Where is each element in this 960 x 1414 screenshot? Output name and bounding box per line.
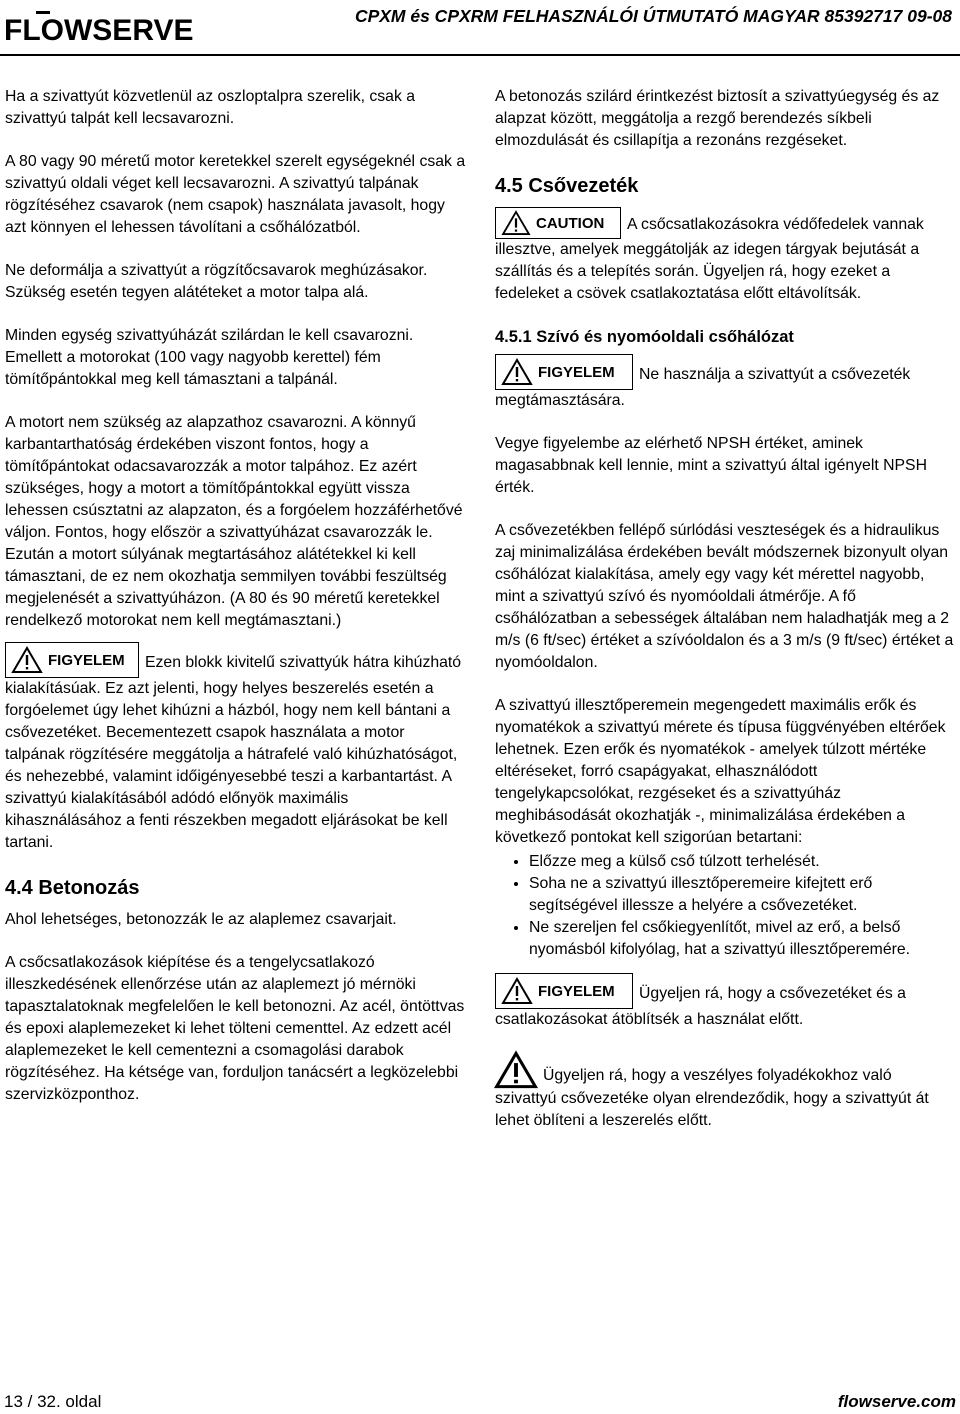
warning-triangle-icon — [495, 1052, 537, 1088]
header-rule — [0, 54, 960, 56]
section-heading-4-4: 4.4 Betonozás — [5, 877, 140, 899]
notice-badge — [495, 354, 633, 390]
flowserve-logo — [4, 8, 194, 48]
website-link[interactable]: flowserve.com — [837, 1392, 956, 1411]
paragraph: Minden egység szivattyúházát szilárdan le kell csavarozni. Emellett a motorokat (100 vagy nagyobb kerettel) fém tömítőpántokkal meg kell támasztani a talpánál. — [5, 327, 414, 388]
list-item: • Ne szereljen fel csőkiegyenlítőt, mivel az erő, a belső nyomásból kifolyólag, hat a szivattyú illesztőperemére. — [529, 917, 957, 961]
page-header — [0, 0, 960, 60]
caution-label: CAUTION — [536, 214, 605, 232]
left-column — [5, 86, 467, 1127]
notice-paragraph — [495, 354, 957, 412]
warning-triangle-icon — [502, 359, 532, 385]
notice-label: FIGYELEM — [48, 651, 125, 669]
right-column — [495, 86, 957, 1153]
paragraph: Ha a szivattyút közvetlenül az oszloptalpra szerelik, csak a szivattyú talpát kell lecsavarozni. — [5, 88, 416, 127]
notice-label: FIGYELEM — [538, 363, 615, 381]
paragraph: A 80 vagy 90 méretű motor keretekkel szerelt egységeknél csak a szivattyú oldali véget kell lecsavarozni. A szivattyú talpának rögzítéséhez csavarok (nem csapok) használata javasolt, hogy azt könnyen el lehessen távolítani a csőhálózatból. — [5, 153, 466, 236]
notice-paragraph — [5, 642, 467, 854]
warning-triangle-icon — [502, 211, 530, 235]
list-item: • Soha ne a szivattyú illesztőperemeire kifejtett erő segítségével illessze a helyére a csővezetéket. — [529, 873, 957, 917]
notice-label: FIGYELEM — [538, 982, 615, 1000]
paragraph: A csővezetékben fellépő súrlódási veszteségek és a hidraulikus zaj minimalizálása érdekében bevált módszernek bizonyult olyan csőhálózat kialakítása, amely egy vagy két mérettel nagyobb, mint a szivattyú szívó és nyomóoldali átmérője. A fő csőhálózatban a sebességek általában nem haladhatják meg a 2 m/s (6 ft/sec) értéket a szívóoldalon és a 3 m/s (9 ft/sec) értéket a nyomóoldalon. — [495, 522, 954, 671]
warning-triangle-icon — [12, 647, 42, 673]
logo-text: FLOWSERVE — [4, 14, 194, 47]
section-heading-4-5-1: 4.5.1 Szívó és nyomóoldali csőhálózat — [495, 328, 794, 346]
notice-text: Ügyeljen rá, hogy a csővezetéket és a csatlakozásokat átöblítsék a használat előtt. — [495, 985, 906, 1028]
list-item: • Előzze meg a külső cső túlzott terhelését. — [529, 851, 957, 873]
notice-text: Ezen blokk kivitelű szivattyúk hátra kihúzható kialakításúak. Ez azt jelenti, hogy helyes beszerelés esetén a forgóelemet úgy lehet kihúzni a házból, hogy nem kell bántani a csővezetéket. Becementezett csapok használata a motor talpának rögzítésére meggátolja a hátrafelé való kihúzhatóságot, és nehezebbé, valamint időigényesebbé teszi a karbantartást. A szivattyú kialakításából adódó előnyök maximális kihasználásához a fenti részekben megadott eljárásokat be kell tartani. — [5, 654, 462, 851]
paragraph: A csőcsatlakozások kiépítése és a tengelycsatlakozó illeszkedésének ellenőrzése után az alaplemezt jó mérnöki tapasztalatoknak megfelelően le kell betonozni. Az acél, öntöttvas és epoxi alaplemezeket ki lehet tölteni cementtel. Az edzett acél alaplemezeket le kell cementezni a csomagolási darabok rögzítéséhez. Ha kétsége van, forduljon tanácsért a legközelebbi szervizközponthoz. — [5, 954, 465, 1103]
document-title: CPXM és CPXRM FELHASZNÁLÓI ÚTMUTATÓ MAGYAR 85392717 09-08 — [354, 6, 952, 26]
paragraph: Ahol lehetséges, betonozzák le az alaplemez csavarjait. — [5, 911, 397, 928]
notice-badge — [5, 642, 139, 678]
bullet-list — [495, 851, 957, 961]
warning-paragraph — [495, 1052, 957, 1132]
notice-badge — [495, 973, 633, 1009]
paragraph: Vegye figyelembe az elérhető NPSH értéket, aminek magasabbnak kell lennie, mint a szivattyú által igényelt NPSH érték. — [495, 435, 928, 496]
page-number: 13 / 32. oldal — [4, 1392, 102, 1411]
notice-paragraph — [495, 973, 957, 1031]
caution-text: A csőcsatlakozásokra védőfedelek vannak illesztve, amelyek meggátolják az idegen tárgyak bejutását a szállítás és a telepítés során. Ügyeljen rá, hogy ezeket a fedeleket a csövek csatlakoztatása előtt eltávolítsák. — [495, 216, 924, 302]
section-heading-4-5: 4.5 Csővezeték — [495, 175, 639, 197]
caution-badge — [495, 207, 621, 239]
warning-text: Ügyeljen rá, hogy a veszélyes folyadékokhoz való szivattyú csővezetéke olyan elrendeződik, hogy a szivattyút át lehet öblíteni a leszerelés előtt. — [495, 1067, 929, 1129]
paragraph: A motort nem szükség az alapzathoz csavarozni. A könnyű karbantarthatóság érdekében viszont fontos, hogy a tömítőpántokat odacsavarozzák a motor talpához. Ez azért szükséges, hogy a motort a tömítőpántokkal együtt vissza lehessen csúsztatni az alapzaton, és a forgóelem hozzáférhetővé váljon. Fontos, hogy először a szivattyúházat csavarozzák le. Ezután a motort súlyának megtartásához alátétekkel ki kell támasztani, de ez nem okozhatja semmilyen további feszültség megjelenését a szivattyúházon. (A 80 és 90 méretű keretekkel rendelkező motorokat nem kell megtámasztani.) — [5, 414, 463, 629]
paragraph: A szivattyú illesztőperemein megengedett maximális erők és nyomatékok a szivattyú mérete és típusa függvényében eltérőek lehetnek. Ezen erők és nyomatékok - amelyek túlzott mértéke eltéréseket, forró csapágyakat, elhasználódott tengelykapcsolókat, rezgéseket és a szivattyúház meghibásodását okozhatják -, minimalizálása érdekében a következő pontokat kell szigorúan betartani: — [495, 697, 946, 846]
caution-paragraph — [495, 207, 957, 305]
notice-text: Ne használja a szivattyút a csővezeték megtámasztására. — [495, 366, 911, 409]
paragraph: A betonozás szilárd érintkezést biztosít a szivattyúegység és az alapzat között, meggátolja a rezgő berendezés síkbeli elmozdulását és csillapítja a rezonáns rezgéseket. — [495, 88, 940, 149]
paragraph: Ne deformálja a szivattyút a rögzítőcsavarok meghúzásakor. Szükség esetén tegyen alátéteket a motor talpa alá. — [5, 262, 428, 301]
warning-triangle-icon — [502, 978, 532, 1004]
